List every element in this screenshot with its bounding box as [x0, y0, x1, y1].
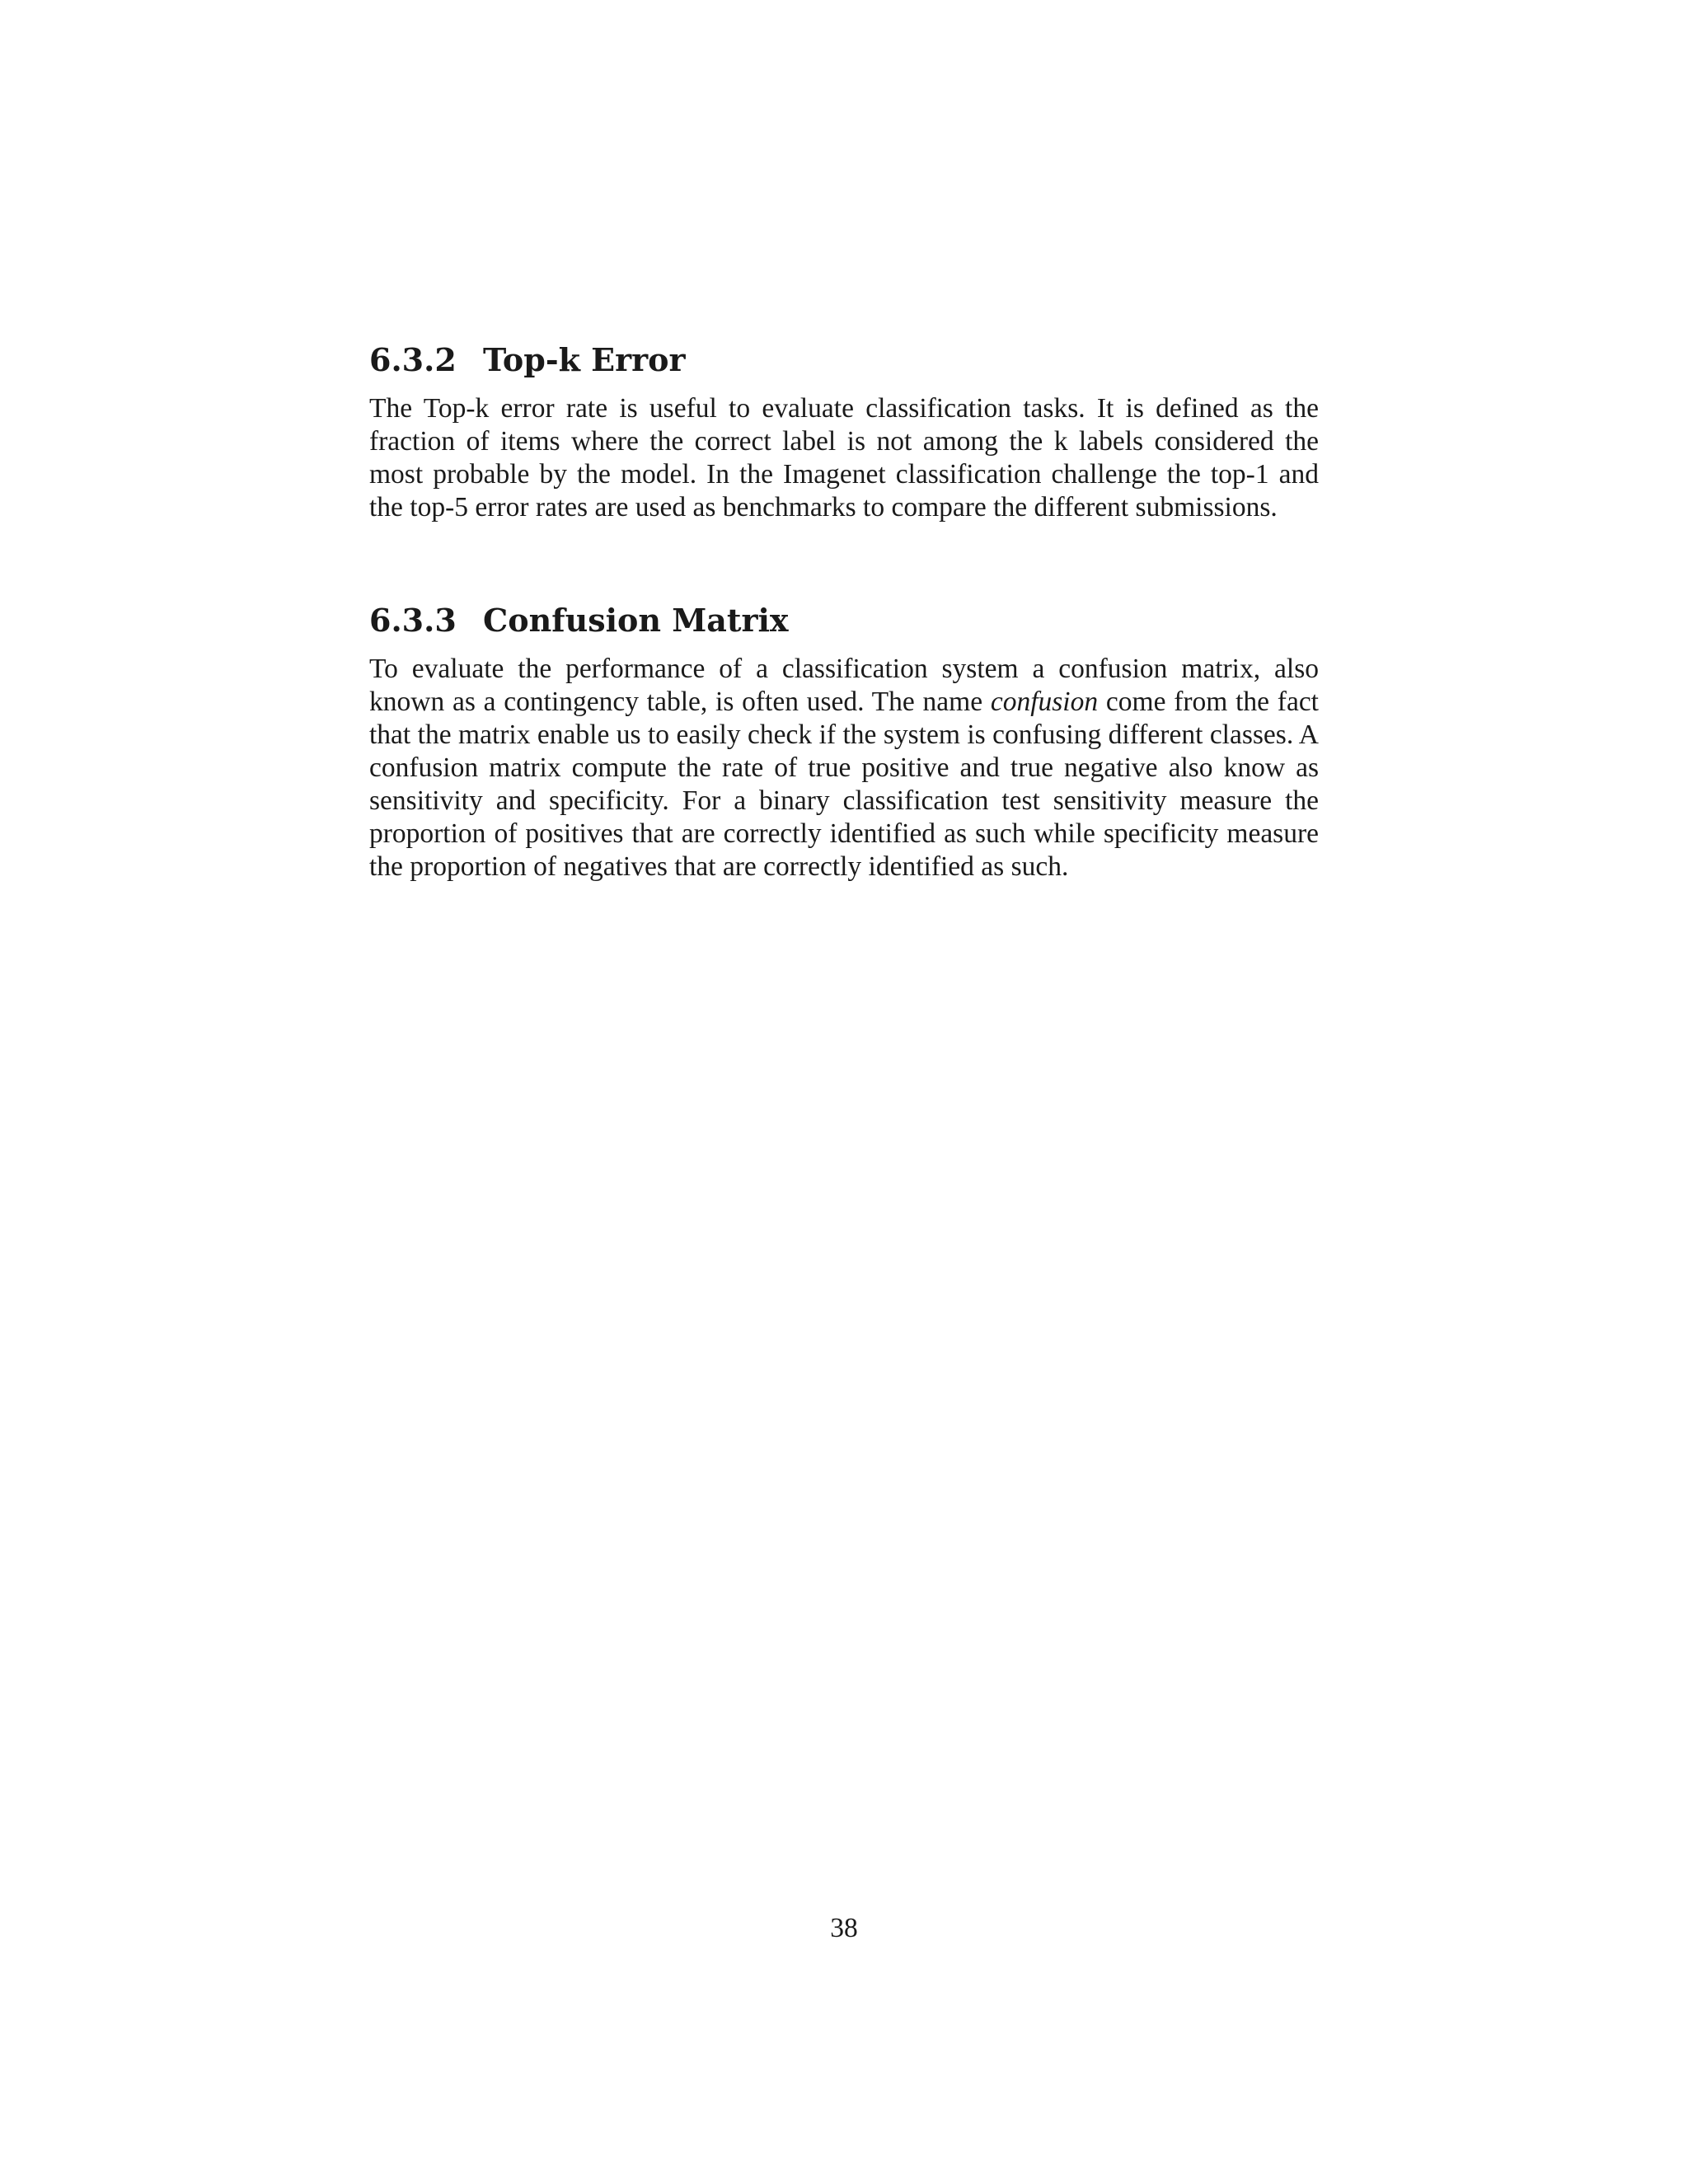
section-title: Top-k Error	[483, 341, 686, 378]
section-paragraph	[369, 653, 1319, 883]
paragraph-emphasis: confusion	[990, 687, 1099, 717]
section-title: Confusion Matrix	[483, 602, 789, 639]
section-top-k-error	[369, 340, 1319, 524]
section-number: 6.3.2	[369, 341, 457, 378]
paragraph-text: To evaluate the performance of a classification system a confusion matrix, also known as a contingency table, is often used. The name	[369, 654, 1319, 717]
section-number: 6.3.3	[369, 602, 457, 639]
page-number: 38	[830, 1913, 858, 1943]
section-heading	[369, 340, 1319, 381]
section-heading	[369, 600, 1319, 641]
paragraph-text: come from the fact that the matrix enable us to easily check if the system is confusing different classes. A confusion matrix compute the rate of true positive and true negative also know as sensitivity and specificity. For a binary classification test sensitivity measure the proportion of positives that are correctly identified as such while specificity measure the proportion of negatives that are correctly identified as such.	[369, 687, 1319, 882]
section-paragraph: The Top-k error rate is useful to evaluate classification tasks. It is defined as the fraction of items where the correct label is not among the k labels considered the most probable by the model. In the Imagenet classification challenge the top-1 and the top-5 error rates are used as benchmarks to compare the different submissions.	[369, 393, 1319, 523]
document-page	[369, 0, 1319, 2184]
section-confusion-matrix	[369, 600, 1319, 883]
